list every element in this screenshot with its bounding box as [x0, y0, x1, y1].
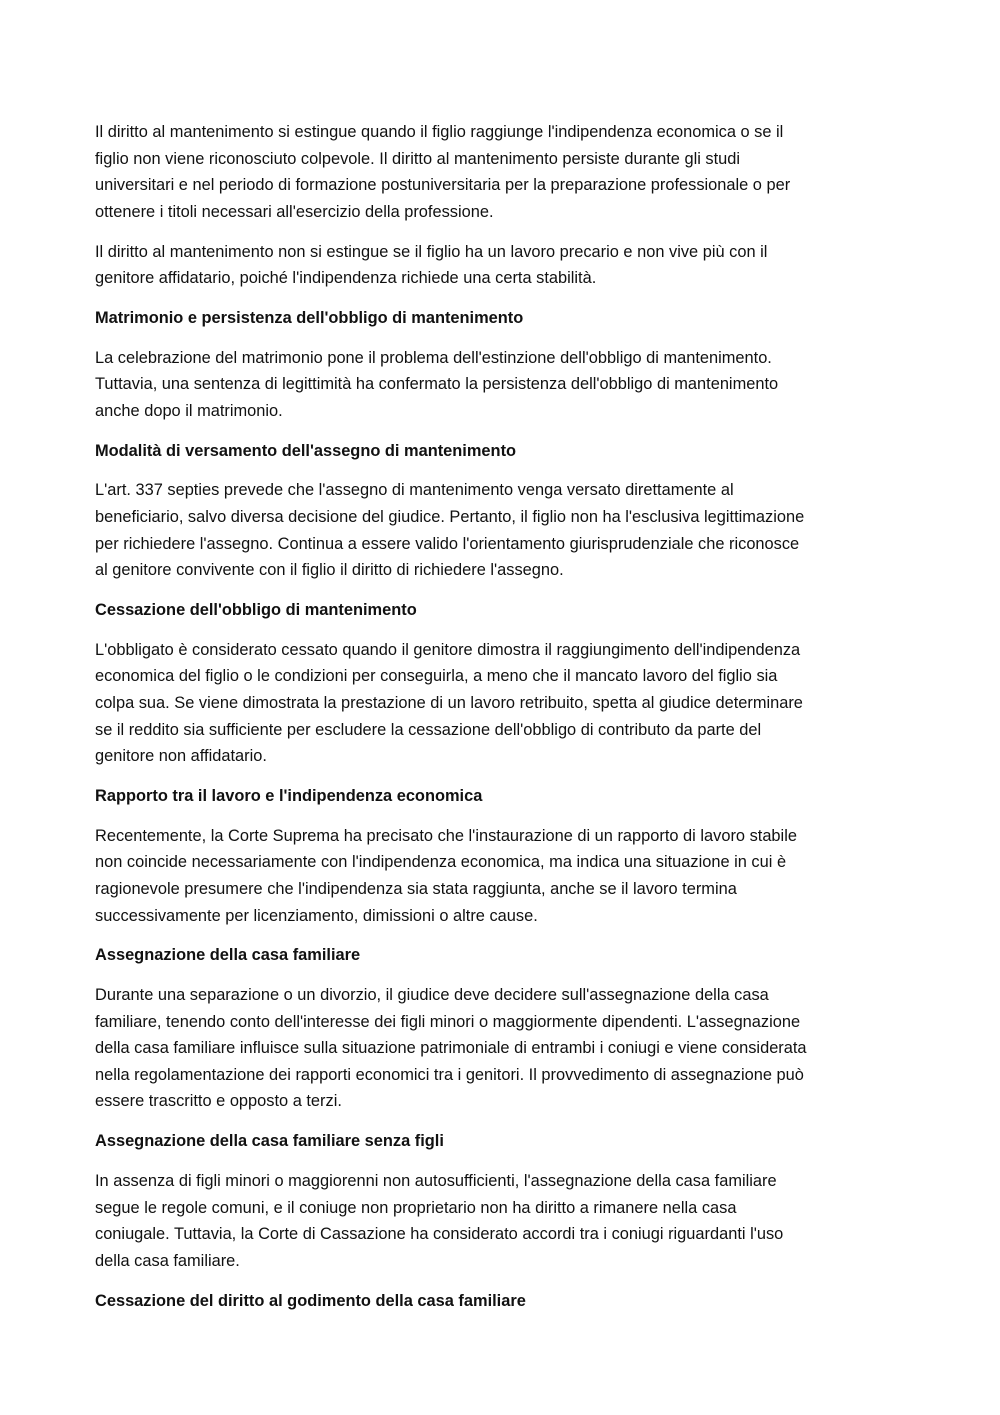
- paragraph-line: genitore non affidatario.: [95, 747, 267, 766]
- paragraph-line: colpa sua. Se viene dimostrata la prestazione di un lavoro retribuito, spetta al giudice determinare: [95, 694, 803, 712]
- heading-text: Modalità di versamento dell'assegno di mantenimento: [95, 441, 517, 460]
- paragraph-line: L'art. 337 septies prevede che l'assegno di mantenimento venga versato direttamente al: [95, 481, 734, 500]
- paragraph-line: Il diritto al mantenimento non si estingue se il figlio ha un lavoro precario e non vive più con il: [95, 242, 768, 261]
- paragraph-line: genitore affidatario, poiché l'indipendenza richiede una certa stabilità.: [95, 269, 597, 288]
- body-paragraph: [95, 823, 903, 929]
- section-heading: [95, 1128, 903, 1155]
- paragraph-line: universitari e nel periodo di formazione postuniversitaria per la preparazione professionale o per: [95, 176, 791, 195]
- paragraph-line: Recentemente, la Corte Suprema ha precisato che l'instaurazione di un rapporto di lavoro stabile: [95, 826, 797, 845]
- heading-text: Assegnazione della casa familiare senza figli: [95, 1132, 444, 1151]
- paragraph-line: ragionevole presumere che l'indipendenza sia stata raggiunta, anche se il lavoro termina: [95, 879, 737, 898]
- paragraph-line: Tuttavia, una sentenza di legittimità ha confermato la persistenza dell'obbligo di mantenimento: [95, 375, 779, 394]
- paragraph-line: essere trascritto e opposto a terzi.: [95, 1092, 342, 1111]
- body-paragraph: [95, 637, 903, 770]
- paragraph-line: della casa familiare.: [95, 1251, 240, 1270]
- paragraph-line: della casa familiare influisce sulla situazione patrimoniale di entrambi i coniugi e viene considerata: [95, 1039, 807, 1058]
- paragraph-line: successivamente per licenziamento, dimissioni o altre cause.: [95, 906, 538, 925]
- heading-text: Rapporto tra il lavoro e l'indipendenza economica: [95, 786, 483, 805]
- section-heading: [95, 438, 903, 465]
- section-heading: [95, 783, 903, 810]
- paragraph-line: se il reddito sia sufficiente per escludere la cessazione dell'obbligo di contributo da parte del: [95, 720, 762, 739]
- heading-text: Cessazione del diritto al godimento della casa familiare: [95, 1291, 526, 1310]
- paragraph-line: In assenza di figli minori o maggiorenni non autosufficienti, l'assegnazione della casa familiare: [95, 1172, 777, 1191]
- paragraph-line: L'obbligato è considerato cessato quando il genitore dimostra il raggiungimento dell'indipendenza: [95, 640, 801, 659]
- document-page: [95, 119, 903, 1327]
- paragraph-line: figlio non viene riconosciuto colpevole. Il diritto al mantenimento persiste durante gli studi: [95, 149, 741, 168]
- paragraph-line: La celebrazione del matrimonio pone il problema dell'estinzione dell'obbligo di mantenimento.: [95, 348, 772, 367]
- paragraph-line: Il diritto al mantenimento si estingue quando il figlio raggiunge l'indipendenza economica o se il: [95, 123, 784, 141]
- paragraph-line: al genitore convivente con il figlio il diritto di richiedere l'assegno.: [95, 561, 564, 580]
- section-heading: [95, 597, 903, 624]
- paragraph-line: per richiedere l'assegno. Continua a essere valido l'orientamento giurisprudenziale che riconosce: [95, 534, 800, 553]
- heading-text: Assegnazione della casa familiare: [95, 946, 361, 965]
- paragraph-line: beneficiario, salvo diversa decisione del giudice. Pertanto, il figlio non ha l'esclusiva legittimazione: [95, 508, 805, 527]
- paragraph-line: familiare, tenendo conto dell'interesse dei figli minori o maggiormente dipendenti. L'assegnazione: [95, 1012, 801, 1031]
- paragraph-line: Durante una separazione o un divorzio, il giudice deve decidere sull'assegnazione della casa: [95, 986, 769, 1005]
- body-paragraph: [95, 345, 903, 425]
- paragraph-line: segue le regole comuni, e il coniuge non proprietario non ha diritto a rimanere nella casa: [95, 1198, 737, 1217]
- heading-text: Matrimonio e persistenza dell'obbligo di mantenimento: [95, 308, 524, 327]
- section-heading: [95, 942, 903, 969]
- body-paragraph: [95, 119, 903, 225]
- paragraph-line: non coincide necessariamente con l'indipendenza economica, ma indica una situazione in cui è: [95, 853, 787, 872]
- section-heading: [95, 1288, 903, 1315]
- paragraph-line: ottenere i titoli necessari all'esercizio della professione.: [95, 202, 494, 221]
- body-paragraph: [95, 1168, 903, 1274]
- heading-text: Cessazione dell'obbligo di mantenimento: [95, 601, 417, 620]
- paragraph-line: economica del figlio o le condizioni per conseguirla, a meno che il mancato lavoro del figlio sia: [95, 667, 778, 686]
- paragraph-line: coniugale. Tuttavia, la Corte di Cassazione ha considerato accordi tra i coniugi riguardanti l'uso: [95, 1225, 784, 1244]
- paragraph-line: anche dopo il matrimonio.: [95, 401, 283, 420]
- body-paragraph: [95, 982, 903, 1115]
- paragraph-line: nella regolamentazione dei rapporti economici tra i genitori. Il provvedimento di assegnazione può: [95, 1065, 804, 1084]
- body-paragraph: [95, 477, 903, 583]
- section-heading: [95, 305, 903, 332]
- body-paragraph: [95, 239, 903, 292]
